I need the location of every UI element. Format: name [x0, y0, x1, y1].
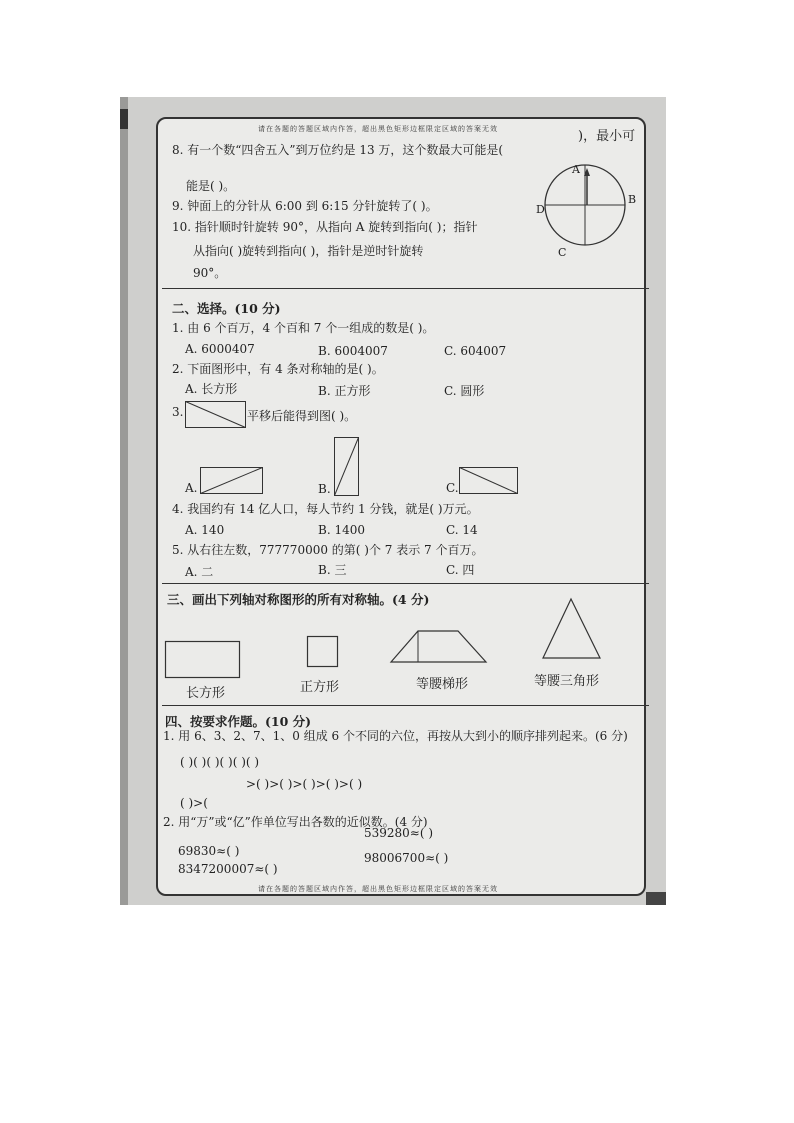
clock-label-a: A	[572, 163, 580, 176]
part3-title: 三、画出下列轴对称图形的所有对称轴。(4 分)	[167, 592, 430, 607]
q3-original-rectangle	[185, 401, 247, 429]
question-8-line2: 能是( )。	[186, 179, 236, 193]
binder-mark-bottom	[646, 892, 666, 905]
question-10-line2: 从指向( )旋转到指向( )，指针是逆时针旋转	[193, 244, 424, 258]
question-8-line1: 8. 有一个数“四舍五入”到万位约是 13 万，这个数最大可能是(	[172, 143, 504, 157]
photo-left-edge	[120, 97, 128, 905]
q4-2-item-539280: 539280≈( )	[364, 826, 434, 840]
part4-title: 四、按要求作题。(10 分)	[165, 714, 312, 729]
question-2-1: 1. 由 6 个百万，4 个百和 7 个一组成的数是( )。	[172, 321, 435, 335]
shape-isosceles-trapezoid	[390, 630, 488, 664]
shape-label-square: 正方形	[300, 680, 340, 695]
q4-1-row3: ( )>(	[180, 796, 208, 810]
question-2-2: 2. 下面图形中，有 4 条对称轴的是( )。	[172, 362, 384, 376]
q2-1-option-c: C. 604007	[444, 344, 507, 358]
part2-title: 二、选择。(10 分)	[172, 301, 281, 316]
q2-5-option-a: A. 二	[185, 565, 214, 579]
clock-figure	[540, 158, 630, 248]
shape-square	[307, 636, 339, 668]
q4-1-row2: >( )>( )>( )>( )>( )	[246, 777, 363, 791]
q2-1-option-b: B. 6004007	[318, 344, 388, 358]
divider-3	[162, 705, 649, 706]
q3-option-b-figure	[334, 437, 360, 497]
question-2-4: 4. 我国约有 14 亿人口，每人节约 1 分钱，就是( )万元。	[172, 502, 479, 516]
clock-label-b: B	[628, 193, 637, 206]
q2-5-option-c: C. 四	[446, 563, 475, 577]
notice-bottom: 请在各题的答题区域内作答，超出黑色矩形边框限定区域的答案无效	[258, 885, 498, 893]
clock-label-c: C	[558, 246, 567, 259]
clock-label-d: D	[536, 203, 545, 216]
q2-3-option-c: C.	[446, 481, 459, 495]
q2-3-option-a: A.	[185, 481, 198, 495]
q2-3-option-b: B.	[318, 482, 331, 496]
notice-top: 请在各题的答题区域内作答，超出黑色矩形边框限定区域的答案无效	[258, 125, 498, 133]
shape-rectangle	[165, 641, 241, 679]
q2-2-option-c: C. 圆形	[444, 384, 485, 398]
q2-2-option-b: B. 正方形	[318, 384, 371, 398]
shape-label-rectangle: 长方形	[186, 686, 226, 701]
q4-2-item-69830: 69830≈( )	[178, 844, 240, 858]
q2-5-option-b: B. 三	[318, 563, 347, 577]
q2-2-option-a: A. 长方形	[185, 382, 238, 396]
q2-4-option-a: A. 140	[185, 523, 225, 537]
q2-4-option-b: B. 1400	[318, 523, 365, 537]
q3-option-a-figure	[200, 467, 264, 495]
question-2-3-number: 3.	[172, 405, 184, 419]
question-8-line1-tail: )，最小可	[578, 129, 636, 144]
shape-isosceles-triangle	[542, 598, 602, 660]
divider-2	[162, 583, 649, 584]
question-4-1: 1. 用 6、3、2、7、1、0 组成 6 个不同的六位，再按从大到小的顺序排列起来。(6 分)	[163, 729, 628, 743]
question-2-5: 5. 从右往左数，777770000 的第( )个 7 表示 7 个百万。	[172, 543, 484, 557]
binder-mark-top	[120, 109, 128, 129]
q4-2-item-8347200007: 8347200007≈( )	[178, 862, 278, 876]
q4-2-item-98006700: 98006700≈( )	[364, 851, 449, 865]
question-2-3-text: 平移后能得到图( )。	[247, 409, 357, 423]
question-10-line1: 10. 指针顺时针旋转 90°，从指向 A 旋转到指向( )；指针	[172, 220, 478, 234]
question-10-line3: 90°。	[193, 266, 227, 280]
question-9: 9. 钟面上的分针从 6:00 到 6:15 分针旋转了( )。	[172, 199, 438, 213]
q2-1-option-a: A. 6000407	[185, 342, 255, 356]
q3-option-c-figure	[459, 467, 519, 495]
divider-1	[162, 288, 649, 289]
question-4-2: 2. 用“万”或“亿”作单位写出各数的近似数。(4 分)	[163, 815, 428, 829]
q2-4-option-c: C. 14	[446, 523, 478, 537]
shape-label-triangle: 等腰三角形	[534, 674, 600, 689]
shape-label-trapezoid: 等腰梯形	[416, 677, 469, 692]
q4-1-row1: ( )( )( )( )( )( )	[180, 755, 260, 769]
